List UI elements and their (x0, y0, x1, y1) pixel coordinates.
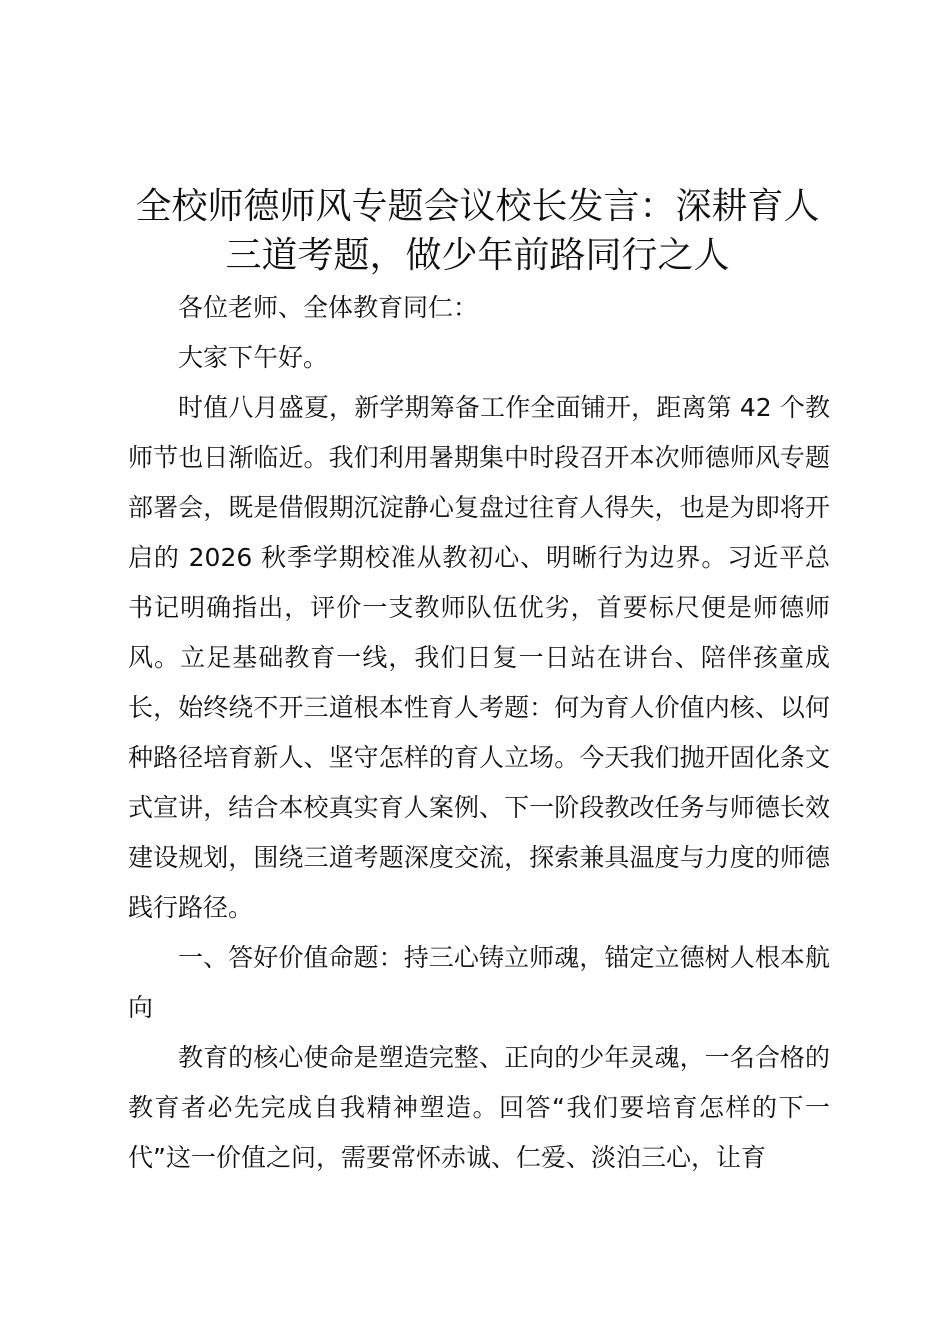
salutation-paragraph: 各位老师、全体教育同仁： (178, 293, 479, 322)
intro-paragraph: 时值八月盛夏，新学期筹备工作全面铺开，距离第 42 个教师节也日渐临近。我们利用暑期集中时段召开本次师德师风专题部署会，既是借假期沉淀静心复盘过往育人得失，也是为即将开启的 2026 秋季学期校准从教初心、明晰行为边界。习近平总书记明确指出，评价一支教师队伍优劣，首要标尺便是师德师风。立足基础教育一线，我们日复一日站在讲台、陪伴孩童成长，始终绕不开三道根本性育人考题：何为育人价值内核、以何种路径培育新人、坚守怎样的育人立场。今天我们抛开固化条文式宣讲，结合本校真实育人案例、下一阶段教改任务与师德长效建设规划，围绕三道考题深度交流，探索兼具温度与力度的师德践行路径。 (128, 393, 830, 922)
section-heading-1: 一、答好价值命题：持三心铸立师魂，锚定立德树人根本航向 (128, 943, 830, 1022)
document-title: 全校师德师风专题会议校长发言：深耕育人三道考题，做少年前路同行之人 (135, 186, 820, 276)
section-1-paragraph: 教育的核心使命是塑造完整、正向的少年灵魂，一名合格的教育者必先完成自我精神塑造。回答“我们要培育怎样的下一代”这一价值之问，需要常怀赤诚、仁爱、淡泊三心，让育 (128, 1043, 830, 1172)
greeting-paragraph: 大家下午好。 (178, 343, 329, 372)
